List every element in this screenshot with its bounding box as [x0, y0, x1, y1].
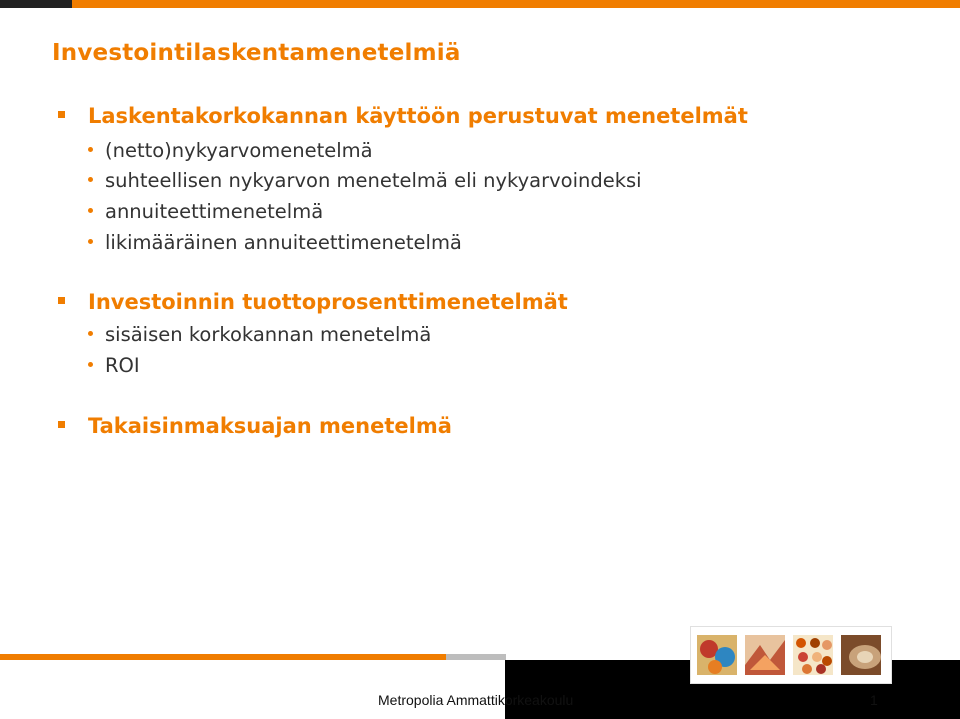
- square-bullet-icon: [58, 297, 65, 304]
- decorative-image-strip: [690, 626, 892, 684]
- art-tile-icon: [841, 635, 881, 675]
- section-heading: [58, 414, 452, 438]
- list-item-text: suhteellisen nykyarvon menetelmä eli nykyarvoindeksi: [105, 169, 642, 192]
- list-item-text: annuiteettimenetelmä: [105, 200, 324, 223]
- slide-title: Investointilaskentamenetelmiä: [52, 40, 461, 66]
- footer-left-panel: [0, 660, 505, 719]
- art-tile-icon: [793, 635, 833, 675]
- square-bullet-icon: [58, 111, 65, 118]
- art-tile-icon: [697, 635, 737, 675]
- footer-grey-bar: [446, 654, 506, 660]
- list-item: [88, 323, 431, 346]
- list-item: [88, 354, 140, 377]
- dot-bullet-icon: [88, 177, 93, 182]
- dot-bullet-icon: [88, 147, 93, 152]
- list-item: [88, 169, 642, 192]
- section-heading: [58, 104, 748, 128]
- art-tile-icon: [745, 635, 785, 675]
- dot-bullet-icon: [88, 208, 93, 213]
- list-item-text: ROI: [105, 354, 140, 377]
- section-heading-text: Laskentakorkokannan käyttöön perustuvat menetelmät: [88, 104, 748, 128]
- list-item-text: sisäisen korkokannan menetelmä: [105, 323, 432, 346]
- section-heading-text: Investoinnin tuottoprosenttimenetelmät: [88, 290, 568, 314]
- list-item: [88, 139, 373, 162]
- page-number: 1: [870, 692, 878, 708]
- list-item: [88, 231, 462, 254]
- section-heading: [58, 290, 568, 314]
- dot-bullet-icon: [88, 362, 93, 367]
- dot-bullet-icon: [88, 239, 93, 244]
- footer-accent-bar: [0, 654, 446, 660]
- list-item-text: likimääräinen annuiteettimenetelmä: [105, 231, 462, 254]
- list-item-text: (netto)nykyarvomenetelmä: [105, 139, 373, 162]
- square-bullet-icon: [58, 421, 65, 428]
- dot-bullet-icon: [88, 331, 93, 336]
- list-item: [88, 200, 323, 223]
- footer-organization: Metropolia Ammattikorkeakoulu: [378, 692, 574, 708]
- section-heading-text: Takaisinmaksuajan menetelmä: [88, 414, 452, 438]
